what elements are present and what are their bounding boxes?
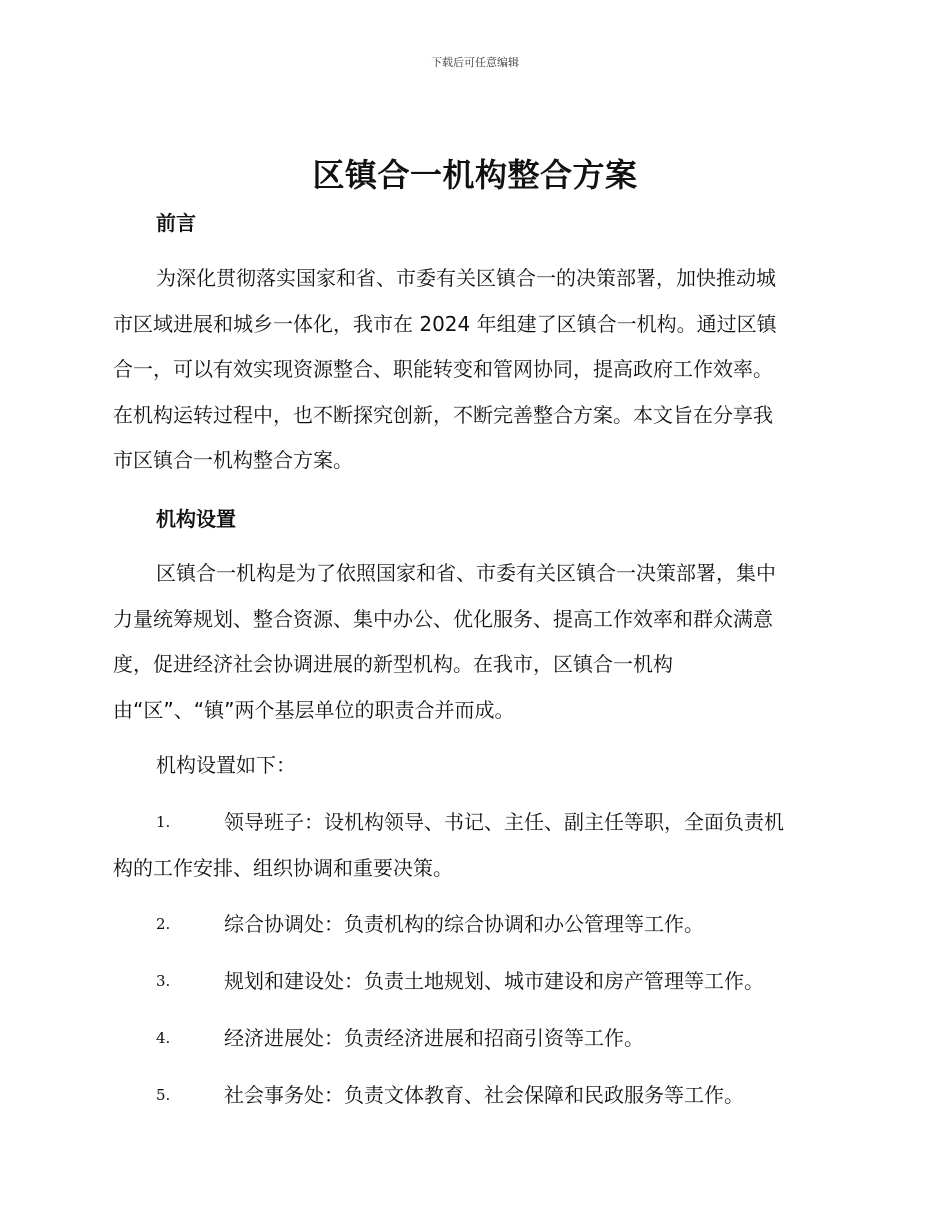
paragraph-line: 力量统筹规划、整合资源、集中办公、优化服务、提高工作效率和群众满意 (113, 606, 773, 631)
list-item-number: 1. (156, 813, 171, 831)
paragraph-line: 度，促进经济社会协调进展的新型机构。在我市，区镇合一机构 (113, 652, 673, 676)
list-item (113, 800, 838, 891)
list-item-text: 经济进展处：负责经济进展和招商引资等工作。 (224, 1026, 644, 1050)
paragraph-preface (113, 256, 838, 484)
list-item-continuation: 构的工作安排、组织协调和重要决策。 (113, 855, 453, 880)
document-title: 区镇合一机构整合方案 (312, 156, 638, 194)
paragraph-line: 由“区”、“镇”两个基层单位的职责合并而成。 (113, 697, 515, 722)
paragraph-line: 合一，可以有效实现资源整合、职能转变和管网协同，提高政府工作效率。 (113, 357, 773, 381)
paragraph-intro (113, 743, 838, 789)
list-item-text: 社会事务处：负责文体教育、社会保障和民政服务等工作。 (224, 1083, 744, 1107)
paragraph-line: 为深化贯彻落实国家和省、市委有关区镇合一的决策部署，加快推动城 (156, 266, 776, 290)
list-item-number: 4. (156, 1029, 171, 1047)
page-header: 下载后可任意编辑 (431, 56, 519, 69)
section-heading-setup: 机构设置 (156, 507, 236, 531)
paragraph-setup (113, 551, 838, 733)
list-item-number: 2. (156, 915, 171, 933)
list-item-text: 领导班子：设机构领导、书记、主任、副主任等职，全面负责机 (224, 810, 784, 834)
list-item-number: 3. (156, 972, 171, 990)
list-item (113, 902, 838, 948)
paragraph-line: 市区镇合一机构整合方案。 (113, 448, 353, 472)
list-item (113, 959, 838, 1005)
section-heading-preface: 前言 (156, 211, 196, 235)
list-item-number: 5. (156, 1086, 171, 1104)
paragraph-line: 在机构运转过程中，也不断探究创新，不断完善整合方案。本文旨在分享我 (113, 402, 773, 427)
list-item-text: 规划和建设处：负责土地规划、城市建设和房产管理等工作。 (224, 969, 764, 993)
paragraph-line: 市区域进展和城乡一体化，我市在 2024 年组建了区镇合一机构。通过区镇 (113, 311, 777, 336)
list-item (113, 1073, 838, 1119)
paragraph-line: 机构设置如下： (156, 753, 296, 777)
paragraph-line: 区镇合一机构是为了依照国家和省、市委有关区镇合一决策部署，集中 (156, 561, 776, 585)
list-item-text: 综合协调处：负责机构的综合协调和办公管理等工作。 (224, 912, 704, 936)
list-item (113, 1016, 838, 1062)
